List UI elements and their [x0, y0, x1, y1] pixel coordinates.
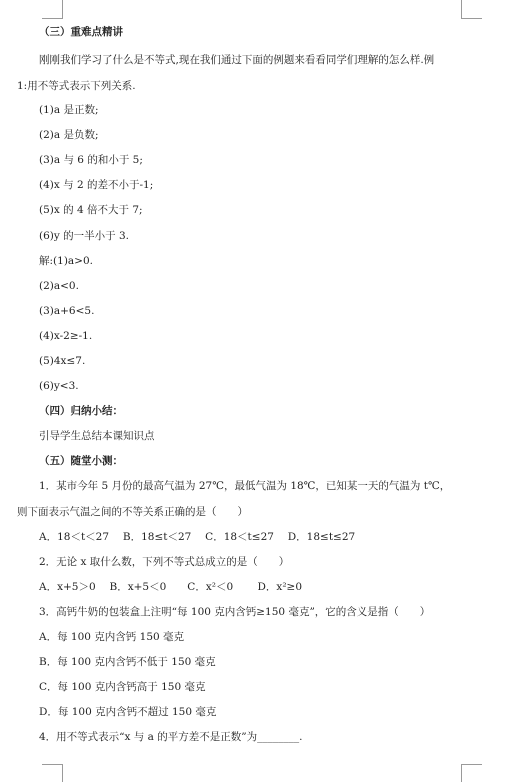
corner-mark-top-left: [42, 0, 63, 19]
corner-mark-bottom-right: [461, 764, 482, 782]
question-1-options: A．18＜t＜27 B．18≤t＜27 C．18＜t≤27 D．18≤t≤27: [39, 531, 356, 543]
summary-text: 引导学生总结本课知识点: [39, 430, 155, 442]
solution-item: (3)a+6<5.: [39, 305, 95, 317]
example-item: (4)x 与 2 的差不小于-1;: [39, 179, 154, 191]
question-2-text: 2．无论 x 取什么数，下列不等式总成立的是（ ）: [39, 556, 290, 568]
section-heading-summary: （四）归纳小结：: [39, 405, 123, 417]
example-item: (5)x 的 4 倍不大于 7;: [39, 204, 143, 216]
example-item: (3)a 与 6 的和小于 5;: [39, 154, 143, 166]
question-1-text-continued: 则下面表示气温之间的不等关系正确的是（ ）: [17, 506, 248, 518]
solution-item: (4)x-2≥-1.: [39, 330, 93, 342]
example-item: (6)y 的一半小于 3.: [39, 230, 129, 242]
question-3-option-b: B．每 100 克内含钙不低于 150 毫克: [39, 656, 216, 668]
intro-text-line-1: 刚刚我们学习了什么是不等式,现在我们通过下面的例题来看看同学们理解的怎么样.例: [39, 54, 435, 66]
section-heading-quiz: （五）随堂小测：: [39, 455, 123, 467]
example-item: (2)a 是负数;: [39, 129, 99, 141]
intro-text-line-2: 1:用不等式表示下列关系.: [17, 80, 136, 92]
question-1-text: 1．某市今年 5 月份的最高气温为 27℃，最低气温为 18℃，已知某一天的气温为 t℃，: [39, 480, 451, 492]
question-3-option-a: A．每 100 克内含钙 150 毫克: [39, 631, 185, 643]
corner-mark-bottom-left: [42, 764, 63, 782]
section-heading-key-points: （三）重难点精讲: [39, 26, 123, 38]
question-2-options: A．x+5＞0 B．x+5＜0 C．x²＜0 D．x²≥0: [39, 581, 303, 593]
question-3-text: 3．高钙牛奶的包装盒上注明“每 100 克内含钙≥150 毫克”，它的含义是指（ ）: [39, 606, 431, 618]
solution-item: 解:(1)a>0.: [39, 255, 93, 267]
solution-item: (6)y<3.: [39, 380, 79, 392]
example-item: (1)a 是正数;: [39, 104, 99, 116]
solution-item: (2)a<0.: [39, 280, 79, 292]
question-4-text: 4．用不等式表示“x 与 a 的平方差不是正数”为________.: [39, 731, 303, 743]
solution-item: (5)4x≤7.: [39, 355, 86, 367]
question-3-option-c: C．每 100 克内含钙高于 150 毫克: [39, 681, 206, 693]
question-3-option-d: D．每 100 克内含钙不超过 150 毫克: [39, 706, 217, 718]
corner-mark-top-right: [461, 0, 482, 19]
